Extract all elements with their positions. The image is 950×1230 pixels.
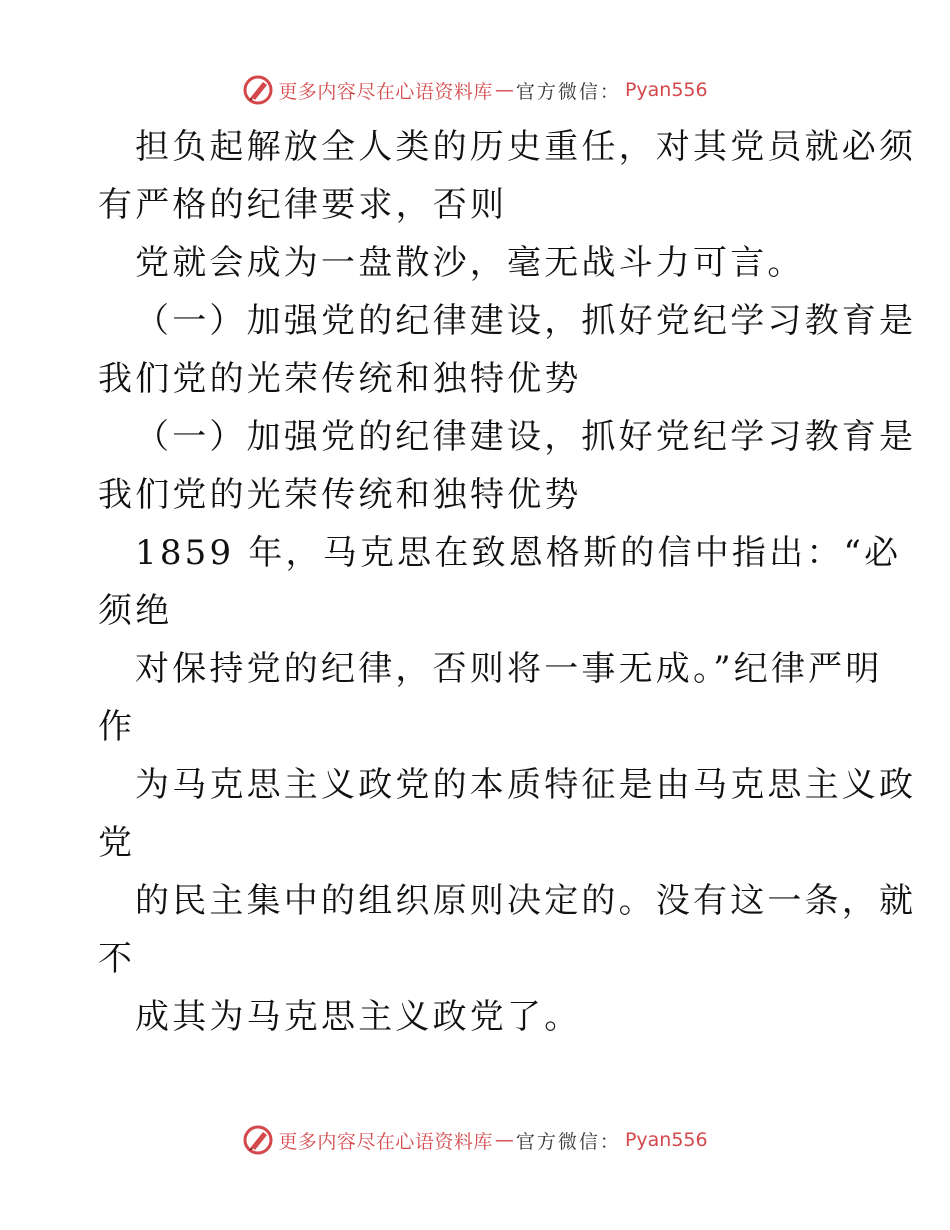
body-line: 须绝 (98, 591, 173, 631)
footer-watermark (0, 1120, 950, 1160)
body-line: 党就会成为一盘散沙，毫无战斗力可言。 (135, 243, 805, 283)
pen-logo-icon (242, 1124, 274, 1156)
watermark-wechat-id: Pyan556 (624, 79, 708, 101)
watermark-text: 更多内容尽在心语资料库 (278, 80, 493, 103)
body-line: 不 (98, 939, 136, 979)
watermark-dash: — (494, 1129, 514, 1151)
body-line: 党 (98, 823, 136, 863)
watermark-official-label: 官方微信： (515, 80, 621, 103)
body-line: 我们党的光荣传统和独特优势 (98, 475, 582, 515)
body-line: 成其为马克思主义政党了。 (135, 997, 582, 1037)
body-line: 有严格的纪律要求，否则 (98, 185, 508, 225)
body-line: 的民主集中的组织原则决定的。没有这一条，就 (135, 881, 917, 921)
watermark-wechat-id: Pyan556 (624, 1129, 708, 1151)
body-line: （一）加强党的纪律建设，抓好党纪学习教育是 (135, 417, 917, 457)
header-watermark (0, 70, 950, 110)
body-line: 1859 年，马克思在致恩格斯的信中指出：“必 (135, 533, 902, 573)
body-line: 对保持党的纪律，否则将一事无成。”纪律严明 (135, 649, 883, 689)
body-line: 我们党的光荣传统和独特优势 (98, 359, 582, 399)
pen-logo-icon (242, 74, 274, 106)
body-line: 担负起解放全人类的历史重任，对其党员就必须 (135, 127, 917, 167)
body-line: （一）加强党的纪律建设，抓好党纪学习教育是 (135, 301, 917, 341)
watermark-text: 更多内容尽在心语资料库 (278, 1130, 493, 1153)
watermark-dash: — (494, 79, 514, 101)
document-body (98, 118, 917, 1046)
watermark-official-label: 官方微信： (515, 1130, 621, 1153)
body-line: 作 (98, 707, 136, 747)
body-line: 为马克思主义政党的本质特征是由马克思主义政 (135, 765, 917, 805)
